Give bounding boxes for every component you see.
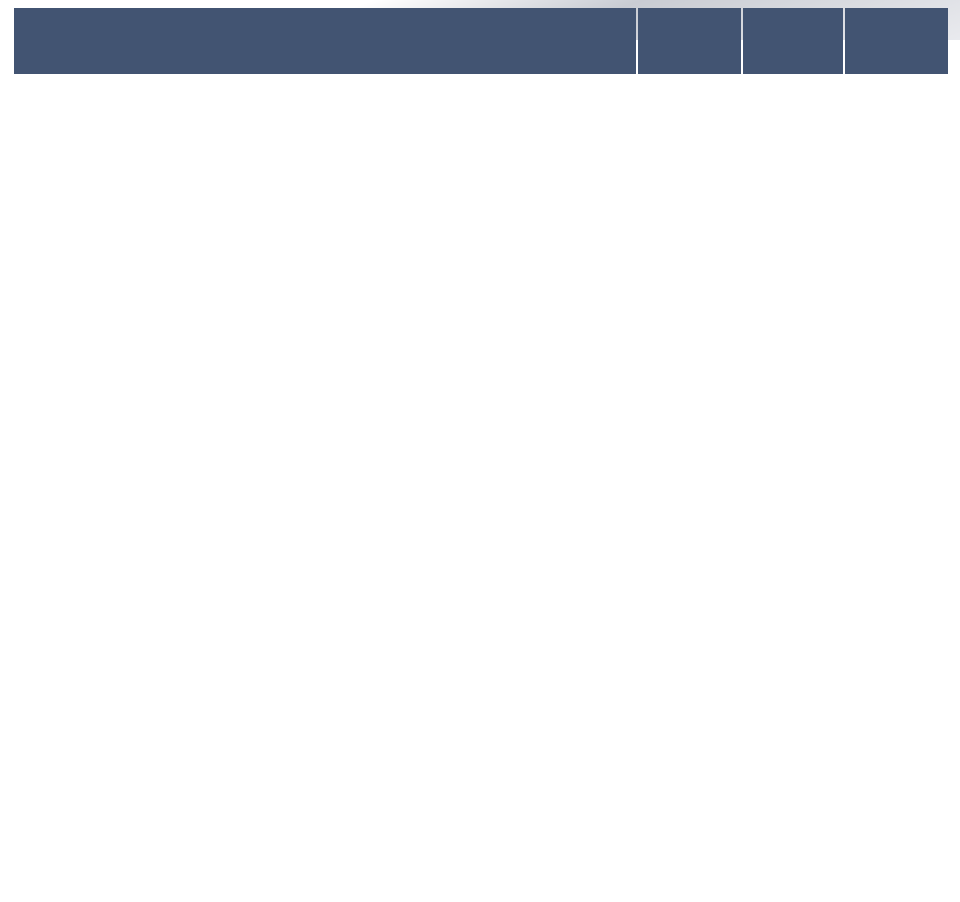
common-features-block xyxy=(14,74,948,524)
top-version-header xyxy=(845,8,948,74)
basic-version-header xyxy=(638,8,741,74)
function-header xyxy=(14,8,636,74)
high-version-header xyxy=(743,8,843,74)
